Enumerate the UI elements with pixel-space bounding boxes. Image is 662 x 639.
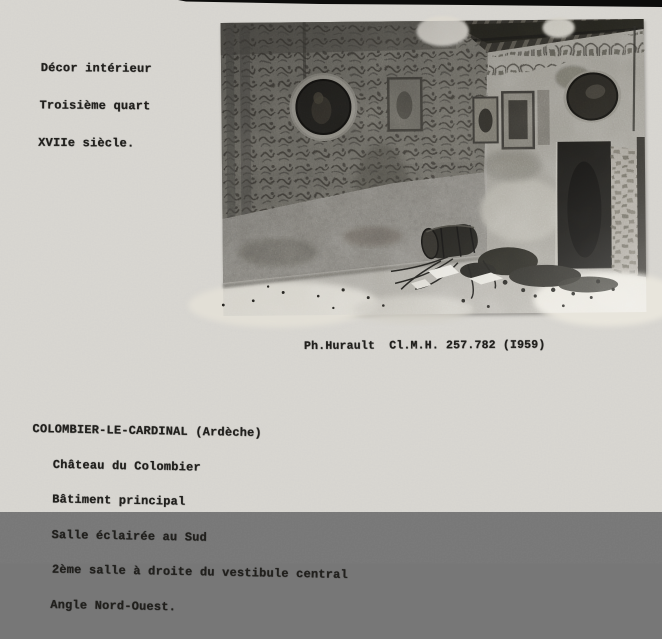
shade-overlay xyxy=(221,19,647,316)
header-caption xyxy=(40,37,152,174)
photo-scene xyxy=(221,19,647,316)
location-caption xyxy=(29,401,350,639)
header-caption-line-3: XVIIe siècle. xyxy=(38,136,135,151)
location-caption-line-6: Angle Nord-Ouest. xyxy=(50,598,177,615)
scan-edge-strip xyxy=(0,0,662,10)
header-caption-line-1: Décor intérieur xyxy=(40,60,152,76)
location-caption-line-5: 2ème salle à droite du vestibule central xyxy=(51,562,349,583)
photo xyxy=(221,19,647,316)
photo-credit: Ph.Hurault Cl.M.H. 257.782 (I959) xyxy=(303,338,546,353)
location-caption-line-2: Château du Colombier xyxy=(52,457,201,475)
scan-edge-shape xyxy=(178,0,662,7)
location-caption-line-3: Bâtiment principal xyxy=(52,492,186,509)
location-caption-line-1: COLOMBIER-LE-CARDINAL (Ardèche) xyxy=(32,422,263,441)
location-caption-line-4: Salle éclairée au Sud xyxy=(51,527,208,545)
header-caption-line-2: Troisième quart xyxy=(39,98,151,114)
